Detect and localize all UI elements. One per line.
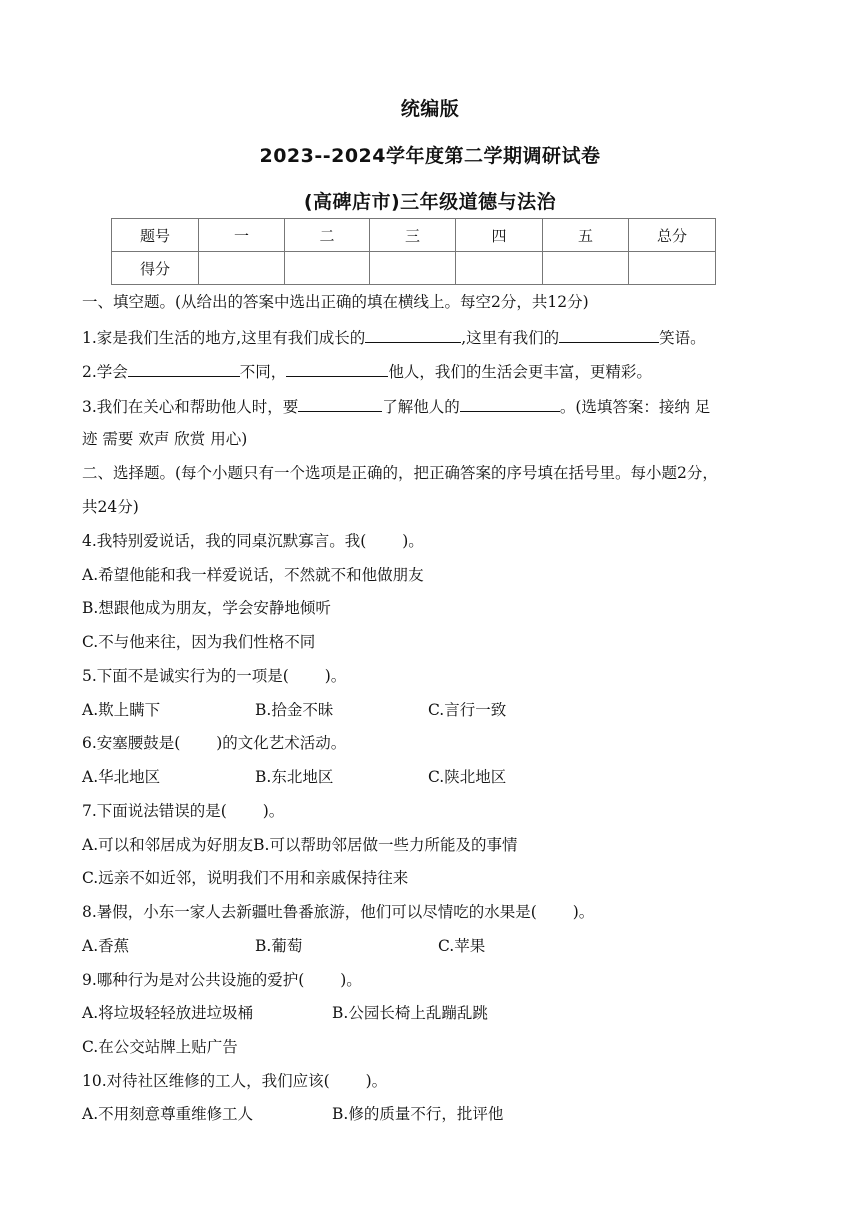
score-table-header-row <box>112 219 716 252</box>
q1-text-a: 1.家是我们生活的地方,这里有我们成长的 <box>82 329 366 347</box>
question-9-option-b[interactable]: B.公园长椅上乱蹦乱跳 <box>332 1004 488 1022</box>
question-3 <box>82 395 710 417</box>
score-input-3[interactable] <box>370 252 456 285</box>
question-4-option-a[interactable]: A.希望他能和我一样爱说话，不然就不和他做朋友 <box>82 566 424 584</box>
question-10-stem: 10.对待社区维修的工人，我们应该( )。 <box>82 1072 388 1090</box>
question-6-option-b[interactable]: B.东北地区 <box>255 768 334 786</box>
question-8-option-b[interactable]: B.葡萄 <box>255 937 303 955</box>
question-10-option-a[interactable]: A.不用刻意尊重维修工人 <box>82 1105 254 1123</box>
q1-blank-1[interactable] <box>365 326 461 343</box>
edition-title: 统编版 <box>400 98 460 120</box>
q3-blank-1[interactable] <box>298 395 382 412</box>
score-cell-2: 二 <box>285 219 370 252</box>
score-cell-score-label: 得分 <box>112 252 199 285</box>
q2-text-a: 2.学会 <box>82 363 128 381</box>
q2-blank-1[interactable] <box>128 360 240 377</box>
question-2 <box>82 360 652 382</box>
question-9-option-c[interactable]: C.在公交站牌上贴广告 <box>82 1038 238 1056</box>
question-4-stem: 4.我特别爱说话，我的同桌沉默寡言。我( )。 <box>82 532 424 550</box>
question-5-option-a[interactable]: A.欺上瞒下 <box>82 701 161 719</box>
question-5-option-b[interactable]: B.拾金不昧 <box>255 701 334 719</box>
question-3-continued: 迹 需要 欢声 欣赏 用心) <box>82 430 248 448</box>
question-9-stem: 9.哪种行为是对公共设施的爱护( )。 <box>82 971 362 989</box>
score-cell-total: 总分 <box>629 219 716 252</box>
exam-year-title: 2023--2024学年度第二学期调研试卷 <box>259 145 601 167</box>
question-4-option-b[interactable]: B.想跟他成为朋友，学会安静地倾听 <box>82 599 331 617</box>
score-cell-5: 五 <box>543 219 629 252</box>
q2-text-c: 他人，我们的生活会更丰富，更精彩。 <box>388 363 652 381</box>
question-8-option-a[interactable]: A.香蕉 <box>82 937 130 955</box>
q1-blank-2[interactable] <box>559 326 659 343</box>
question-8-stem: 8.暑假，小东一家人去新疆吐鲁番旅游，他们可以尽情吃的水果是( )。 <box>82 903 595 921</box>
score-input-2[interactable] <box>285 252 370 285</box>
q3-text-c: 。(选填答案：接纳 足 <box>559 398 711 416</box>
q3-text-a: 3.我们在关心和帮助他人时，要 <box>82 398 299 416</box>
question-10-option-b[interactable]: B.修的质量不行，批评他 <box>332 1105 504 1123</box>
score-cell-question-label: 题号 <box>112 219 199 252</box>
question-7-stem: 7.下面说法错误的是( )。 <box>82 802 285 820</box>
question-7-option-c[interactable]: C.远亲不如近邻，说明我们不用和亲戚保持往来 <box>82 869 409 887</box>
q2-blank-2[interactable] <box>286 360 388 377</box>
section1-heading: 一、填空题。(从给出的答案中选出正确的填在横线上。每空2分，共12分) <box>82 293 589 311</box>
score-table-score-row <box>112 252 716 285</box>
q1-text-b: ,这里有我们的 <box>461 329 560 347</box>
exam-subject-title: (高碑店市)三年级道德与法治 <box>303 191 557 213</box>
score-input-4[interactable] <box>456 252 543 285</box>
question-7-options-ab[interactable]: A.可以和邻居成为好朋友B.可以帮助邻居做一些力所能及的事情 <box>82 836 518 854</box>
score-cell-3: 三 <box>370 219 456 252</box>
question-8-option-c[interactable]: C.苹果 <box>438 937 486 955</box>
score-table <box>111 218 716 285</box>
section2-heading-continued: 共24分) <box>82 498 139 516</box>
q3-text-b: 了解他人的 <box>382 398 460 416</box>
section2-heading: 二、选择题。(每个小题只有一个选项是正确的，把正确答案的序号填在括号里。每小题2分， <box>82 464 718 482</box>
question-6-option-a[interactable]: A.华北地区 <box>82 768 161 786</box>
question-6-option-c[interactable]: C.陕北地区 <box>428 768 507 786</box>
q1-text-c: 笑语。 <box>659 329 706 347</box>
score-input-1[interactable] <box>199 252 285 285</box>
q2-text-b: 不同， <box>239 363 287 381</box>
question-6-stem: 6.安塞腰鼓是( )的文化艺术活动。 <box>82 734 347 752</box>
question-4-option-c[interactable]: C.不与他来往，因为我们性格不同 <box>82 633 316 651</box>
question-5-stem: 5.下面不是诚实行为的一项是( )。 <box>82 667 347 685</box>
q3-blank-2[interactable] <box>460 395 560 412</box>
score-cell-4: 四 <box>456 219 543 252</box>
score-input-total[interactable] <box>629 252 716 285</box>
question-5-option-c[interactable]: C.言行一致 <box>428 701 507 719</box>
score-input-5[interactable] <box>543 252 629 285</box>
score-cell-1: 一 <box>199 219 285 252</box>
question-1 <box>82 326 706 348</box>
question-9-option-a[interactable]: A.将垃圾轻轻放进垃圾桶 <box>82 1004 254 1022</box>
